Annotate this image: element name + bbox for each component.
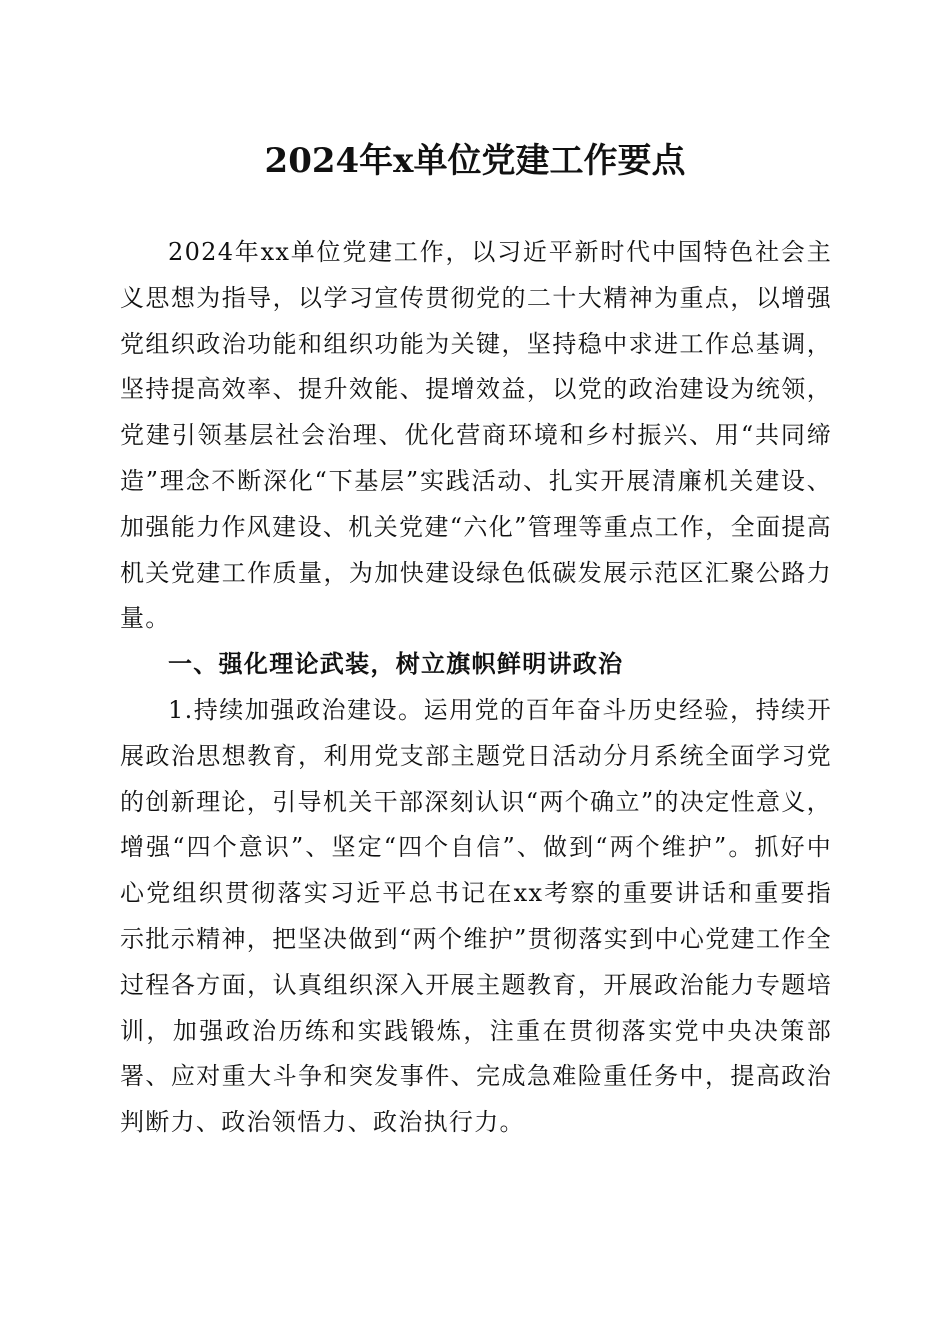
- section-heading: 一、强化理论武装，树立旗帜鲜明讲政治: [168, 650, 624, 679]
- section-item-paragraph: 1.持续加强政治建设。运用党的百年奋斗历史经验，持续开展政治思想教育，利用党支部主题党日活动分月系统全面学习党的创新理论，引导机关干部深刻认识“两个确立”的决定性意义，增强“四个意识”、坚定“四个自信”、做到“两个维护”。抓好中心党组织贯彻落实习近平总书记在xx考察的重要讲话和重要指示批示精神，把坚决做到“两个维护”贯彻落实到中心党建工作全过程各方面，认真组织深入开展主题教育，开展政治能力专题培训，加强政治历练和实践锻炼，注重在贯彻落实党中央决策部署、应对重大斗争和突发事件、完成急难险重任务中，提高政治判断力、政治领悟力、政治执行力。: [120, 695, 832, 1137]
- document-title: 2024年x单位党建工作要点: [264, 141, 686, 181]
- intro-paragraph: 2024年xx单位党建工作，以习近平新时代中国特色社会主义思想为指导，以学习宣传贯彻党的二十大精神为重点，以增强党组织政治功能和组织功能为关键，坚持稳中求进工作总基调，坚持提高效率、提升效能、提增效益，以党的政治建设为统领，党建引领基层社会治理、优化营商环境和乡村振兴、用“共同缔造”理念不断深化“下基层”实践活动、扎实开展清廉机关建设、加强能力作风建设、机关党建“六化”管理等重点工作，全面提高机关党建工作质量，为加快建设绿色低碳发展示范区汇聚公路力量。: [120, 238, 832, 633]
- document-body: [120, 230, 832, 1146]
